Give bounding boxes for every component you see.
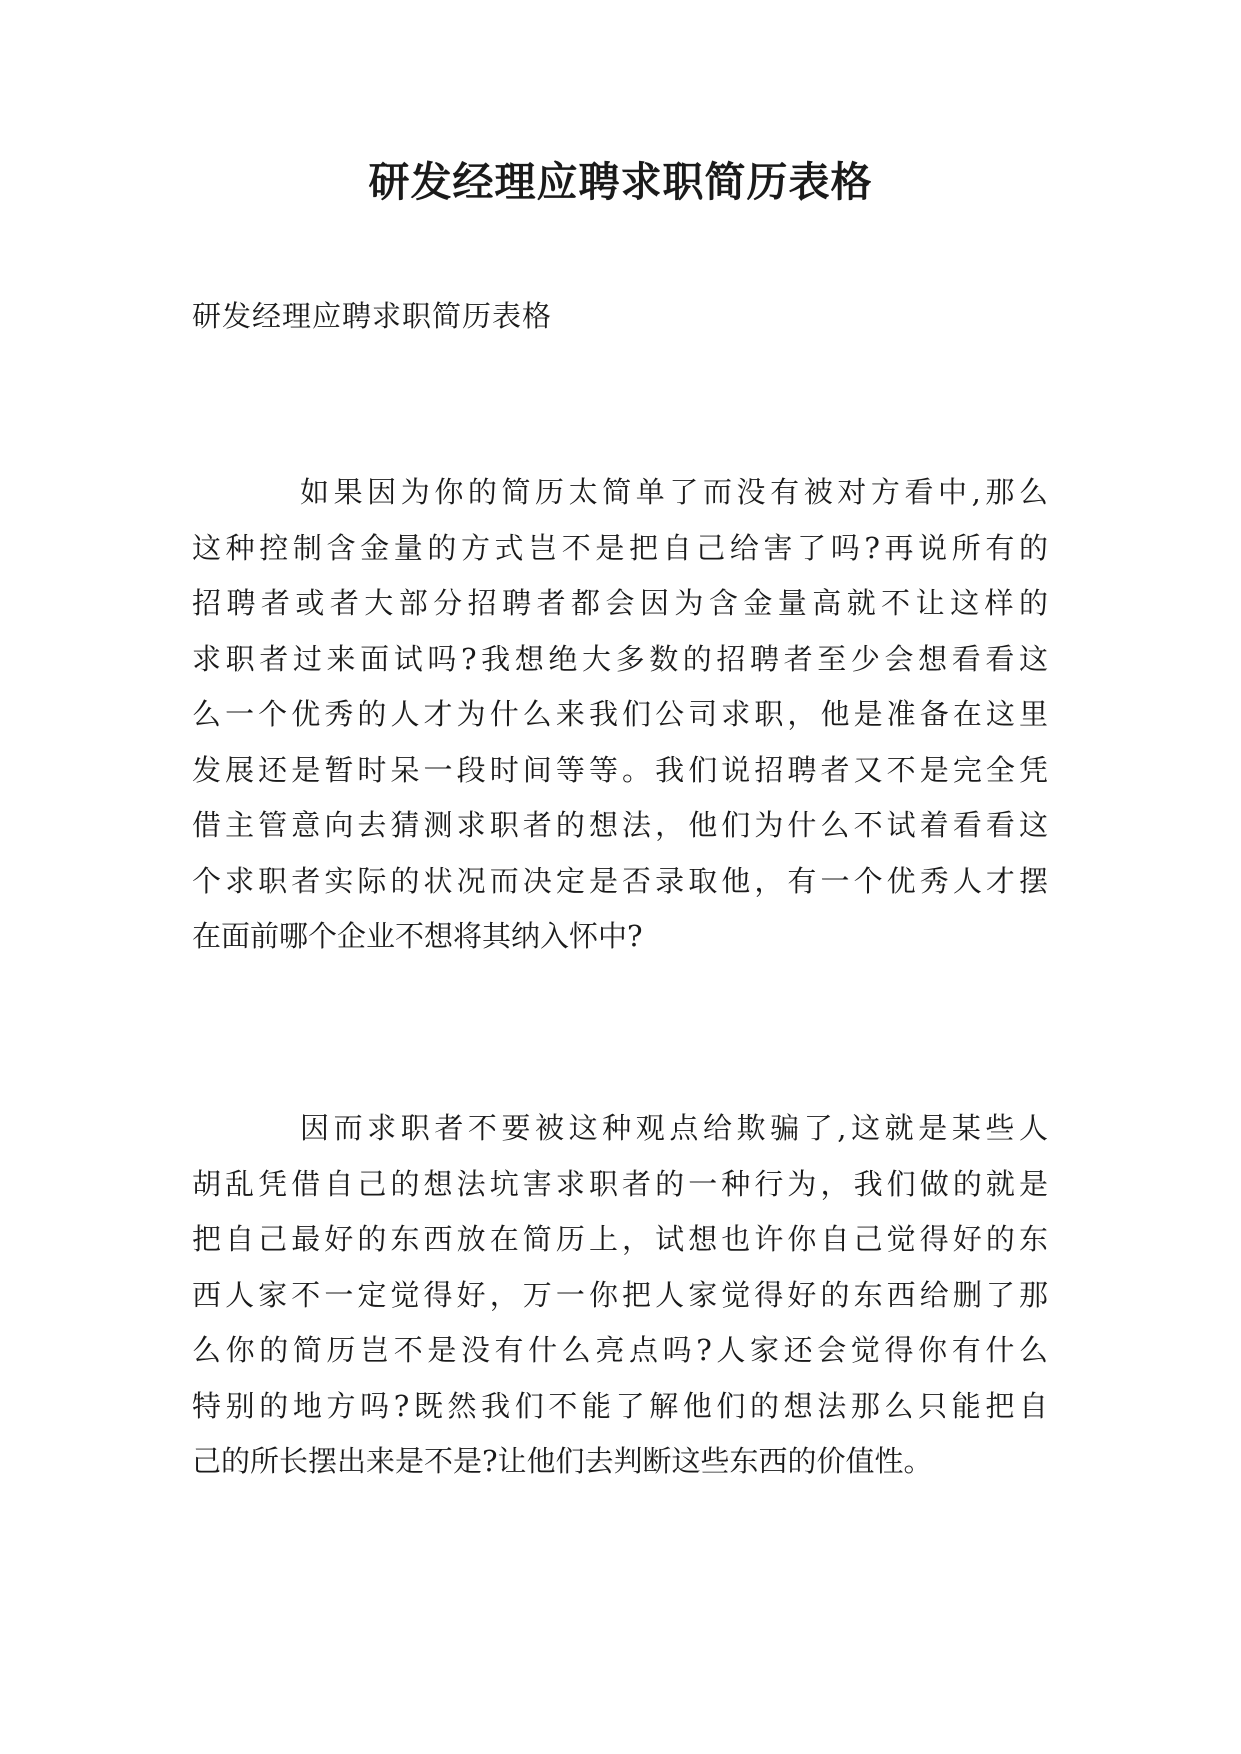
- paragraph-line: 特别的地方吗?既然我们不能了解他们的想法那么只能把自: [192, 1388, 1048, 1423]
- paragraph-line: 如果因为你的简历太简单了而没有被对方看中,那么: [300, 475, 1048, 509]
- paragraph-line: 西人家不一定觉得好，万一你把人家觉得好的东西给删了那: [192, 1277, 1048, 1312]
- paragraph-2: [192, 1101, 1048, 1490]
- document-subtitle: 研发经理应聘求职简历表格: [192, 299, 553, 333]
- paragraph-line: 个求职者实际的状况而决定是否录取他，有一个优秀人才摆: [192, 863, 1048, 898]
- paragraph-line: 么你的简历岂不是没有什么亮点吗?人家还会觉得你有什么: [192, 1333, 1048, 1367]
- paragraph-1: [192, 465, 1048, 965]
- document-title: 研发经理应聘求职简历表格: [368, 158, 873, 206]
- paragraph-line: 么一个优秀的人才为什么来我们公司求职，他是准备在这里: [192, 697, 1048, 731]
- paragraph-line: 胡乱凭借自己的想法坑害求职者的一种行为，我们做的就是: [192, 1166, 1048, 1201]
- paragraph-line: 招聘者或者大部分招聘者都会因为含金量高就不让这样的: [192, 586, 1048, 620]
- paragraph-line: 发展还是暂时呆一段时间等等。我们说招聘者又不是完全凭: [192, 752, 1048, 787]
- paragraph-line: 因而求职者不要被这种观点给欺骗了,这就是某些人: [300, 1111, 1048, 1145]
- paragraph-line: 己的所长摆出来是不是?让他们去判断这些东西的价值性。: [192, 1444, 933, 1478]
- paragraph-line: 借主管意向去猜测求职者的想法，他们为什么不试着看看这: [192, 808, 1048, 842]
- paragraph-line: 在面前哪个企业不想将其纳入怀中?: [192, 919, 643, 953]
- paragraph-line: 这种控制含金量的方式岂不是把自己给害了吗?再说所有的: [192, 530, 1048, 565]
- paragraph-line: 求职者过来面试吗?我想绝大多数的招聘者至少会想看看这: [192, 641, 1048, 676]
- paragraph-line: 把自己最好的东西放在简历上，试想也许你自己觉得好的东: [192, 1222, 1048, 1256]
